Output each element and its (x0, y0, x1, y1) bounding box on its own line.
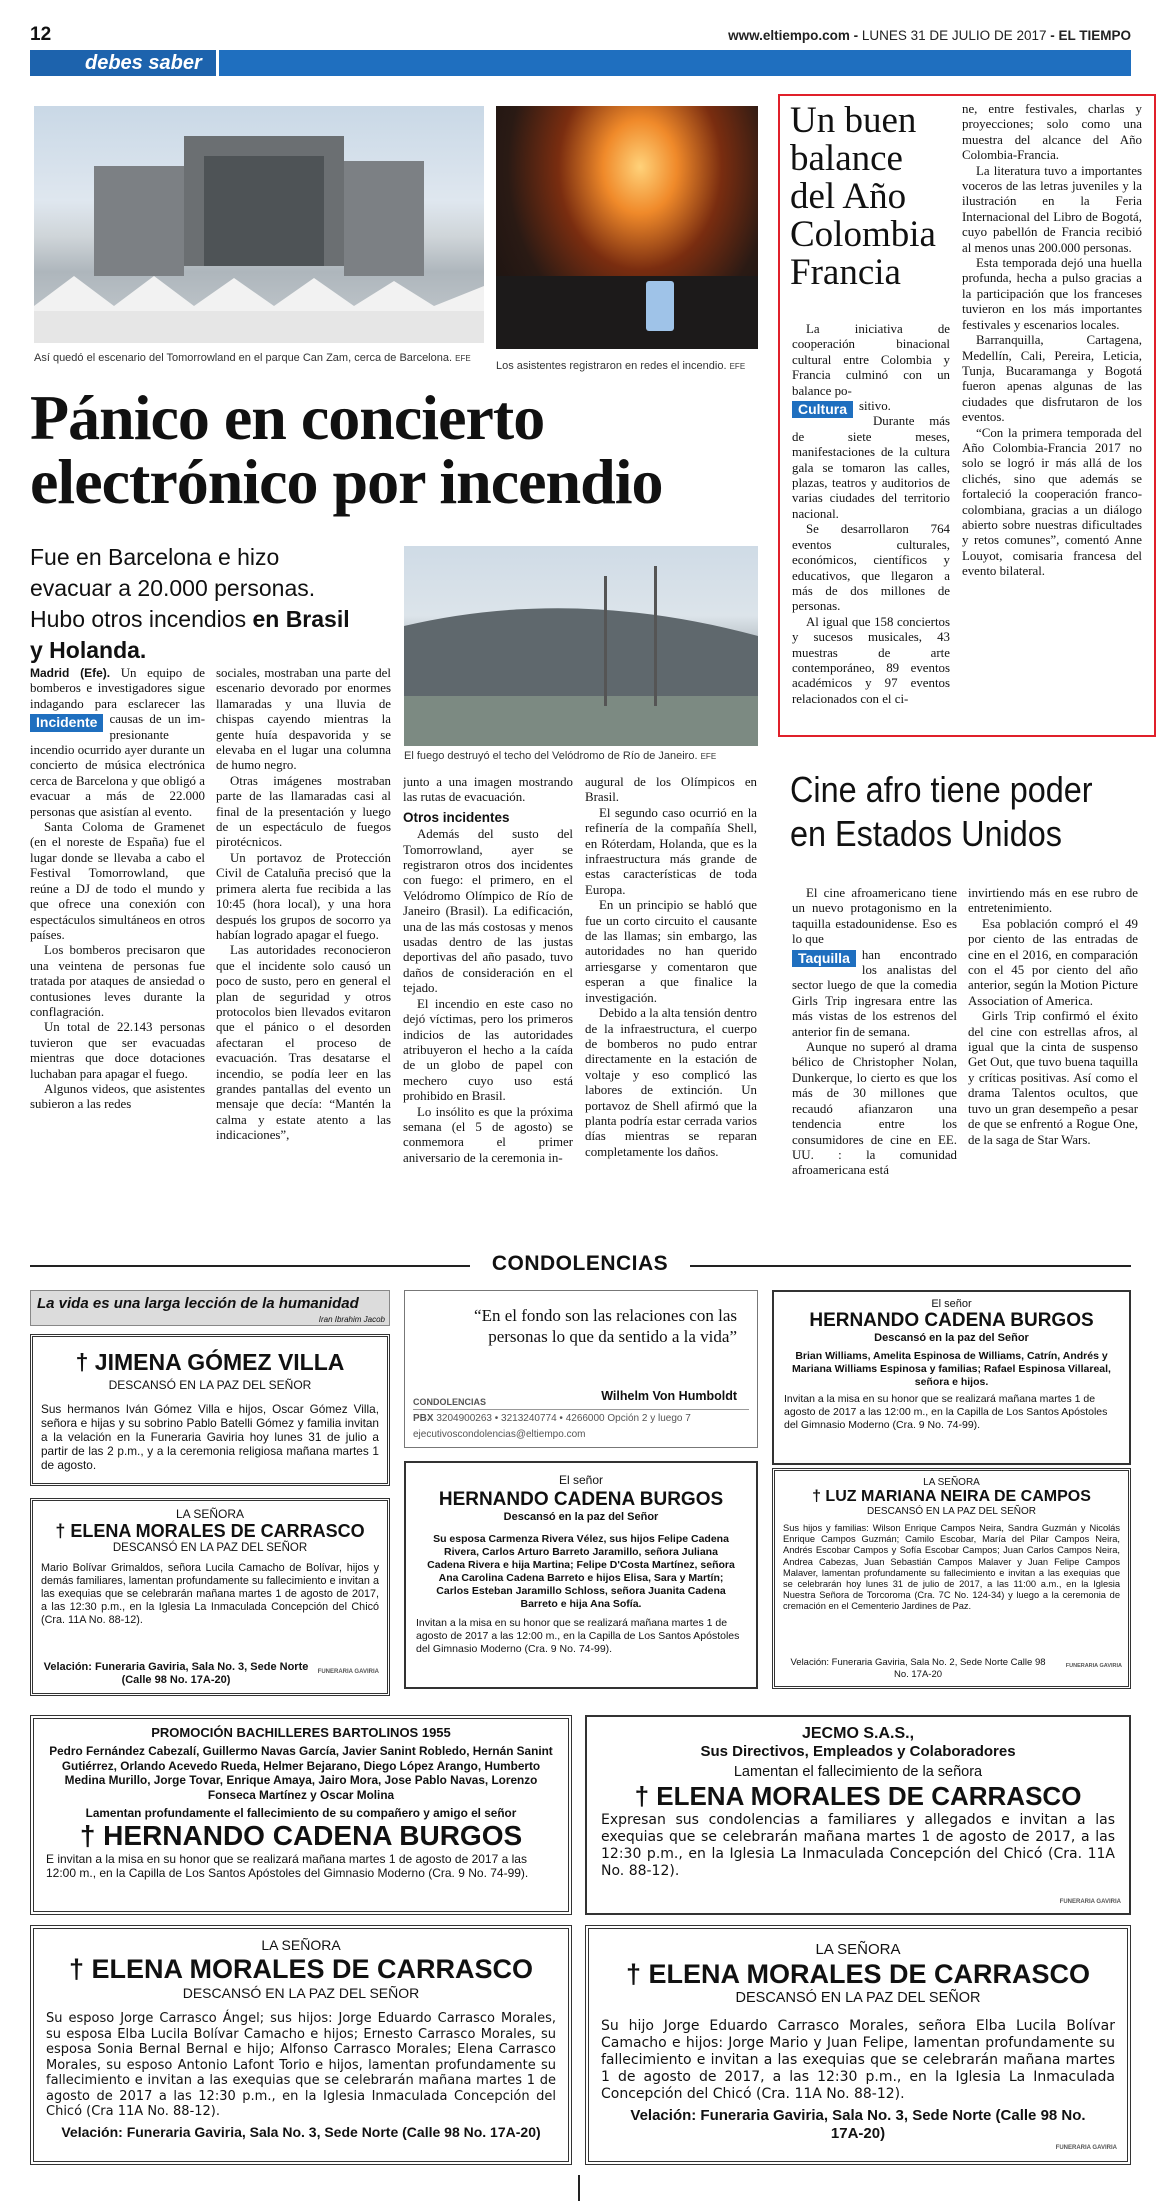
quote-box-2 (404, 1290, 758, 1448)
obit-elena-2-pre: LA SEÑORA (261, 1937, 341, 1953)
obit-elena-2 (30, 1925, 572, 2165)
obit-hernando-1-body: Invitan a la misa en su honor que se realizará mañana martes 1 de agosto de 2017 a las 12:00 m., en la Capilla de Los Santos Apóstoles del Gimnasio Moderno (Cra. 9 No. 74-99). (784, 1393, 1108, 1431)
caption-stage-credit: EFE (455, 354, 471, 363)
obit-hernando-2-subtitle: Descansó en la paz del Señor (503, 1511, 659, 1523)
obit-jecmo-name: † ELENA MORALES DE CARRASCO (634, 1781, 1082, 1811)
bottom-divider (578, 2175, 580, 2201)
obit-promocion (30, 1715, 572, 1915)
obit-promocion-body: E invitan a la misa en su honor que se realizará mañana martes 1 de agosto de 2017 a las 12:00 m., en la Capilla de Los Santos Apóstoles del Gimnasio Moderno (Cra. 9 No. 74-99). (46, 1852, 529, 1880)
contact-phone-list: 3204900263 • 3213240774 • 4266000 Opción 2 y luego 7 (436, 1413, 691, 1424)
caption-fire-credit: EFE (729, 362, 746, 371)
contact-rule (413, 1409, 749, 1410)
cine-col-b: invirtiendo más en ese rubro de entretenimiento. Esa población compró el 49 por ciento de las entradas de cine en el 2016, en comparación con el 45 por ciento del año anterior, según la Motion Picture Association of America. Girls Trip confirmó el éxito del cine con estrellas afros, al igual que la cinta de suspenso Get Out, que tuvo buena taquilla y críticas positivas. Así como el drama Talentos ocultos, que tuvo un gran desempeño a pesar de que se enfrentó a Rogue One, de la saga de Star Wars. (968, 886, 1138, 1147)
main-col-1: Madrid (Efe). Un equipo de bomberos e investigadores sigue indagando para esclarecer las causas de un im- Incidente presionante incendio ocurrido ayer durante un concierto de música electrónica cerca de Barcelona y que obligó a evacuar a más de 22.000 personas que asistían al evento. Santa Coloma de Gramenet (en el noreste de España) fue el lugar donde se llevaba a cabo el Festival Tomorrowland, que reúne a DJ de todo el mundo y que ofrece una conexión con espectáculos simultáneos en otros países. Los bomberos precisaron que una veintena de personas fue tratada por ataques de ansiedad o contusiones leves durante la conflagración. Un total de 22.143 personas tuvieron que ser evacuadas mientras que doce dotaciones luchaban para apagar el fuego. Algunos videos, que asistentes subieron a las redes (30, 666, 205, 1112)
balance-col-a: La iniciativa de cooperación binacional cultural entre Colombia y Francia culminó con un balance po- Cultura sitivo. Durante más de siete meses, manifestaciones de la cultura gala se tomaron las calles, plazas, teatros y auditorios de varias ciudades del territorio nacional. Se desarrollaron 764 eventos culturales, económicos, científicos y educativos, que llegaron a más de dos millones de personas. Al igual que 158 conciertos y sucesos musicales, 43 muestras de arte contemporáneo, 89 eventos académicos y 97 eventos relacionados con el ci- (792, 322, 950, 706)
obit-jecmo (585, 1715, 1131, 1915)
obit-elena-3 (585, 1925, 1131, 2165)
caption-fire (496, 360, 758, 372)
obit-elena-1 (30, 1498, 390, 1696)
main-col-2: sociales, mostraban una parte del escenario devorado por enormes llamaradas y una lluvia de chispas cayendo mientras la gente huía despavorida y se elevaba en el lugar una columna de humo negro. Otras imágenes mostraban parte de las llamaradas casi al final de la presentación y luego de un espectáculo de fuegos pirotécnicos. Un portavoz de Protección Civil de Cataluña precisó que la primera alerta fue recibida a las 10:45 (hora local), y una hora después los grupos de socorro ya habían logrado apagar el fuego. Las autoridades reconocieron que el incidente solo causó un poco de susto, pero en general el plan de seguridad y otros protocolos bien llevados evitaron que el pánico o el desorden afectaran el proceso de evacuación. Tras desatarse el incendio, se podía leer en las grandes pantallas del evento un mensaje que decía: “Mantén la calma y estate atento a las indicaciones”, (216, 666, 391, 1143)
tag-taquilla: Taquilla (792, 950, 856, 967)
obit-luz-pre: LA SEÑORA (923, 1477, 980, 1488)
obit-luz-mariana (772, 1468, 1131, 1689)
obit-promocion-names: Pedro Fernández Cabezalí, Guillermo Navas García, Javier Sanint Robledo, Hernán Sanint Gutiérrez, Orlando Acevedo Rueda, Helmer Bejarano, Diego López Arango, Humberto Medina Murillo, Jorge Tovar, Enrique Amaya, Jairo Mora, Jose Pablo Navas, Lorenzo Fonseca Martínez y Oscar Molina (49, 1744, 553, 1802)
obit-hernando-2-name: HERNANDO CADENA BURGOS (438, 1489, 724, 1510)
condolencias-rule-left (30, 1265, 470, 1267)
main-deck-bold: en Brasil y Holanda. (30, 606, 350, 663)
section-label: debes saber (30, 50, 219, 76)
main-deck (30, 542, 360, 666)
obit-jecmo-sub: Sus Directivos, Empleados y Colaboradores (700, 1743, 1016, 1760)
obit-elena-1-velacion: Velación: Funeraria Gaviria, Sala No. 3, Sede Norte (Calle 98 No. 17A-20) (43, 1661, 309, 1686)
obit-elena-1-name: † ELENA MORALES DE CARRASCO (55, 1521, 365, 1541)
tag-cultura: Cultura (792, 401, 853, 418)
obit-elena-3-name: † ELENA MORALES DE CARRASCO (625, 1959, 1091, 1989)
obit-luz-subtitle: DESCANSÓ EN LA PAZ DEL SEÑOR (867, 1506, 1036, 1517)
cine-headline: Cine afro tiene poder en Estados Unidos (790, 769, 1093, 854)
photo-velodromo (404, 546, 758, 746)
obit-luz-velacion: Velación: Funeraria Gaviria, Sala No. 2, Sede Norte Calle 98 No. 17A-20 (790, 1657, 1046, 1680)
obit-jimena (30, 1334, 390, 1486)
main-deck-text: Fue en Barcelona e hizo evacuar a 20.000 personas. Hubo otros incendios (30, 544, 316, 632)
caption-stage (34, 352, 484, 364)
funeraria-logo-3: FUNERARIA GAVIRIA (1059, 1899, 1121, 1905)
balance-col-b: ne, entre festivales, charlas y proyecciones; solo como una muestra del alcance del Año Colombia-Francia. La literatura tuvo a importantes voceros de las letras juveniles y la ilustración en la Feria Internacional del Libro de Bogotá, cuyo pabellón de Francia recibió al menos unas 200.000 personas. Esta temporada dejó una huella profunda, hecha a pulso gracias a la participación que los franceses tuvieron en los más importantes festivales y escenarios locales. Barranquilla, Cartagena, Medellín, Cali, Pereira, Leticia, Tunja, Bucaramanga y Bogotá fueron apenas algunas de las ciudades que disfrutaron de los eventos. “Con la primera temporada del Año Colombia-Francia 2017 no solo se logró ir más allá de los clichés, sino que además se fortaleció la cooperación franco-colombiana, gracias a un diálogo abierto sobre nuestras dificultades y retos comunes”, comentó Anne Louyot, comisaria francesa del evento bilateral. (962, 102, 1142, 579)
obit-jecmo-body: Expresan sus condolencias a familiares y allegados e invitan a las exequias que se celebrarán mañana martes 1 de agosto de 2017, a las 12:30 p.m., en la Iglesia La Inmaculada Concepción del Chicó (Cra. 11A No. 88-12). (601, 1812, 1115, 1879)
funeraria-logo-2: FUNERARIA GAVIRIA (1065, 1663, 1122, 1669)
caption-velodromo-text: El fuego destruyó el techo del Velódromo de Río de Janeiro. (404, 750, 698, 762)
obit-luz-body: Sus hijos y familias: Wilson Enrique Campos Neira, Sandra Guzmán y Nicolás Enrique Campos Guzmán; Camilo Escobar, María del Pilar Campos Neira, Andrés Escobar Campos y Sofía Escobar Campos; Juan Carlos Campos Neira, Andrea Cabezas, Juan Sebastián Campos Malaver y Juan Felipe Campos Malaver, lamentan profundamente su fallecimiento e invitan a las exequias que se celebrarán hoy lunes 31 de julio de 2017, a las 11:00 a.m., en la Iglesia Nuestra Señora de Torcoroma (Cra. 7C No. 124-34) y luego a la ceremonia de cremación en el Cementerio Jardines de Paz. (783, 1523, 1120, 1612)
obit-elena-2-body: Su esposo Jorge Carrasco Ángel; sus hijos: Jorge Eduardo Carrasco Morales, su esposa Elba Lucila Bolívar Camacho e hijos; Ernesto Carrasco Morales, su esposa Sonia Bernal Bernal e hijo; Alfonso Carrasco Morales; Elena Carrasco Morales, su esposo Antonio Lafont Torio e hijos, lamentan profundamente su fallecimiento e invitan a las exequias que se celebrarán mañana martes 1 de agosto de 2017 a las 12:30 p.m., en la Iglesia Inmaculada Concepción del Chicó (Cra 11A No. 88-12). (46, 2011, 556, 2119)
photo-fire-crowd (496, 106, 758, 349)
obit-hernando-2-family: Su esposa Carmenza Rivera Vélez, sus hijos Felipe Cadena Rivera, Carlos Arturo Barreto Jaramillo, señora Juliana Cadena Rivera e hija Martina; Felipe D'Costa Martínez, señora Ana Carolina Cadena Barreto e hijos Elisa, Sara y Martín; Carlos Esteban Jaramillo Schloss, señora Juanita Cadena Barreto e hija Ana Sofía. (427, 1533, 735, 1610)
caption-velodromo-credit: EFE (700, 752, 717, 761)
obit-hernando-2-pre: El señor (558, 1473, 604, 1487)
paper-name: - EL TIEMPO (1046, 28, 1131, 43)
obit-promocion-name: † HERNANDO CADENA BURGOS (79, 1820, 523, 1851)
page-dateline (728, 28, 1131, 43)
caption-velodromo (404, 750, 758, 762)
caption-fire-text: Los asistentes registraron en redes el incendio. (496, 360, 727, 372)
quote-box-1 (30, 1290, 390, 1326)
obit-jecmo-company: JECMO S.A.S., (801, 1725, 915, 1742)
contact-email[interactable]: ejecutivoscondolencias@eltiempo.com (413, 1429, 586, 1440)
obit-hernando-1 (772, 1290, 1131, 1465)
quote-1-author: Iran Ibrahim Jacob (318, 1315, 385, 1324)
funeraria-logo-4: FUNERARIA GAVIRIA (1055, 2145, 1117, 2151)
site-url: www.eltiempo.com - (728, 28, 862, 43)
obit-hernando-1-pre: El señor (931, 1298, 972, 1310)
obit-elena-2-velacion: Velación: Funeraria Gaviria, Sala No. 3, Sede Norte (Calle 98 No. 17A-20) (61, 2123, 541, 2140)
page-date: LUNES 31 DE JULIO DE 2017 (861, 28, 1047, 43)
obit-elena-3-subtitle: DESCANSÓ EN LA PAZ DEL SEÑOR (735, 1990, 981, 2006)
subhead-otros-incidentes: Otros incidentes (403, 809, 510, 825)
obit-elena-1-body: Mario Bolívar Grimaldos, señora Lucila Camacho de Bolívar, hijos y demás familiares, lamentan profundamente su fallecimiento e invitan a las exequias que se celebrarán mañana martes 1 de agosto de 2017, a las 12:30 p.m., en la Iglesia La Inmaculada Concepción del Chicó (Cra. 11A No. 88-12). (41, 1562, 379, 1626)
obit-elena-1-subtitle: DESCANSÓ EN LA PAZ DEL SEÑOR (112, 1542, 308, 1554)
obit-elena-1-pre: LA SEÑORA (175, 1507, 245, 1521)
contact-label: CONDOLENCIAS (413, 1397, 487, 1407)
obit-promocion-title: PROMOCIÓN BACHILLERES BARTOLINOS 1955 (151, 1725, 451, 1740)
obit-jimena-subtitle: DESCANSÓ EN LA PAZ DEL SEÑOR (108, 1378, 312, 1392)
obit-hernando-1-name: HERNANDO CADENA BURGOS (809, 1310, 1094, 1331)
main-headline: Pánico en concierto electrónico por incendio (30, 382, 663, 517)
page-number: 12 (30, 24, 52, 45)
obit-jimena-body: Sus hermanos Iván Gómez Villa e hijos, Oscar Gómez Villa, señora e hijas y su sobrino Pablo Batelli Gómez y familia invitan a la velación en la Funeraria Gaviria hoy lunes 31 de julio a partir de las 2 p.m., y a la ceremonia religiosa mañana martes 1 de agosto. (41, 1402, 379, 1472)
obit-elena-3-velacion: Velación: Funeraria Gaviria, Sala No. 3, Sede Norte (Calle 98 No. 17A-20) (630, 2107, 1086, 2142)
condolencias-title: CONDOLENCIAS (491, 1252, 669, 1275)
obit-hernando-1-subtitle: Descansó en la paz del Señor (874, 1332, 1029, 1344)
obit-hernando-1-family: Brian Williams, Amelita Espinosa de Williams, Catrín, Andrés y Mariana Williams Espinosa y familias; Rafael Espinosa Villareal, señora e hijos. (792, 1350, 1111, 1388)
tag-incidente: Incidente (30, 714, 103, 731)
condolencias-rule-right (690, 1265, 1131, 1267)
obit-jecmo-lament: Lamentan el fallecimiento de la señora (733, 1764, 983, 1780)
obit-promocion-lament: Lamentan profundamente el fallecimiento de su compañero y amigo el señor (85, 1806, 517, 1820)
contact-pbx: PBX (413, 1413, 434, 1424)
balance-headline: Un buen balance del Año Colombia Francia (790, 100, 936, 293)
quote-2-author: Wilhelm Von Humboldt (601, 1389, 737, 1403)
contact-phones (413, 1413, 691, 1424)
main-col-4: augural de los Olímpicos en Brasil. El segundo caso ocurrió en la refinería de la compañía Shell, en Róterdam, Holanda, que es la infraestructura más grande de estas características de toda Europa. En un principio se habló que fue un corto circuito el causante de las llamas; sin embargo, las autoridades no han querido arriesgarse y comentaron que esperan a que finalice la investigación. Debido a la alta tensión dentro de la infraestructura, el cuerpo de bomberos no pudo entrar directamente en la estación de voltaje y eso complicó las labores de extinción. Un portavoz de Shell afirmó que la planta podría estar cerrada varios días mientras se reparan completamente los daños. (585, 775, 757, 1159)
obit-elena-3-body: Su hijo Jorge Eduardo Carrasco Morales, señora Elba Lucila Bolívar Camacho e hijos: Jorge Mario y Juan Felipe, lamentan profundamente su fallecimiento e invitan a las exequias que se celebrarán mañana martes 1 de agosto de 2017, a las 12:30 p.m., en la Iglesia La Inmaculada Concepción del Chicó (Cra. 11A No. 88-12). (601, 2018, 1115, 2102)
quote-2: “En el fondo son las relaciones con las personas lo que da sentido a la vida” (474, 1306, 737, 1346)
obit-elena-3-pre: LA SEÑORA (815, 1941, 901, 1958)
main-col-3: junto a una imagen mostrando las rutas de evacuación. Otros incidentes Además del susto del Tomorrowland, ayer se registraron otros dos incidentes con fuego: el primero, en el Velódromo Olímpico de Río de Janeiro (Brasil). La edificación, una de las más costosas y menos usadas dentro de las justas deportivas del año pasado, tuvo daños de consideración en el tejado. El incendio en este caso no dejó víctimas, pero los primeros indicios de las autoridades atribuyeron el hecho a la caída de un globo de papel con mechero cuyo uso está prohibido en Brasil. Lo insólito es que la próxima semana (el 5 de agosto) se conmemora el primer aniversario de la ceremonia in- (403, 775, 573, 1165)
obit-hernando-2 (404, 1461, 758, 1689)
obit-luz-name: † LUZ MARIANA NEIRA DE CAMPOS (812, 1488, 1091, 1505)
caption-stage-text: Así quedó el escenario del Tomorrowland en el parque Can Zam, cerca de Barcelona. (34, 352, 453, 364)
obit-elena-2-name: † ELENA MORALES DE CARRASCO (68, 1954, 534, 1984)
obit-elena-2-subtitle: DESCANSÓ EN LA PAZ DEL SEÑOR (182, 1985, 420, 2001)
photo-tomorrowland-stage (34, 106, 484, 343)
dateline: Madrid (Efe). (30, 666, 111, 680)
cine-col-a: El cine afroamericano tiene un nuevo protagonismo en la taquilla estadounidense. Eso es lo que Taquilla han encontrado los analistas del sector luego de que la comedia Girls Trip ingresara entre las más vistas de los estrenos del anterior fin de semana. Aunque no superó al drama bélico de Christopher Nolan, Dunkerque, lo cierto es que los más de 30 millones que recaudó afianzaron una tendencia entre los consumidores de cine en EE. UU. : la comunidad afroamericana está (792, 886, 957, 1178)
obit-jimena-name: † JIMENA GÓMEZ VILLA (75, 1349, 345, 1375)
funeraria-logo-1: FUNERARIA GAVIRIA (317, 1669, 379, 1675)
quote-1: La vida es una larga lección de la humanidad (37, 1295, 359, 1312)
obit-hernando-2-body: Invitan a la misa en su honor que se realizará mañana martes 1 de agosto de 2017 a las 12:00 m., en la Capilla de Los Santos Apóstoles del Gimnasio Moderno (Cra. 9 No. 74-99). (416, 1617, 740, 1655)
